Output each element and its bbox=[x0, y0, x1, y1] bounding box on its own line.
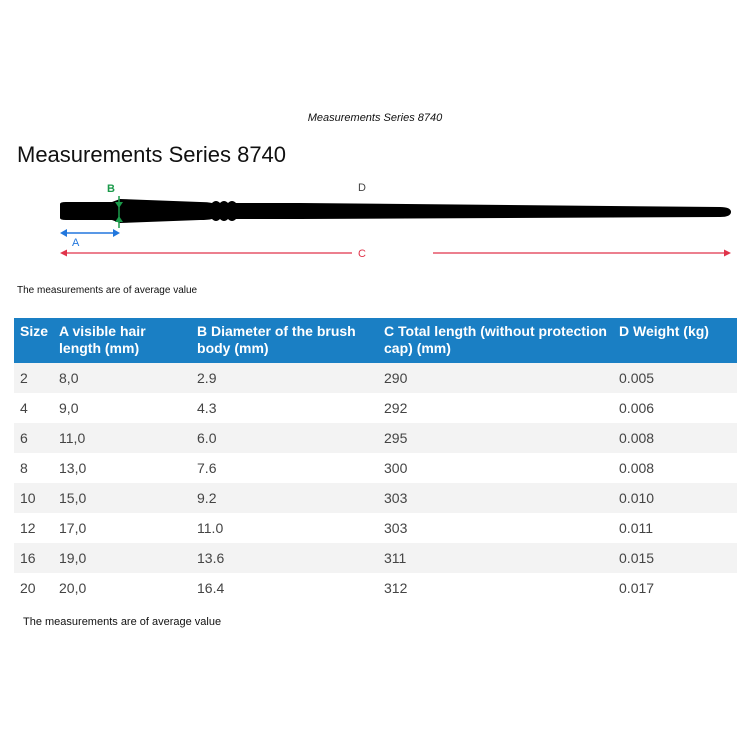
a-arrow-left bbox=[60, 229, 67, 237]
label-b: B bbox=[107, 183, 115, 195]
cell-diameter: 16.4 bbox=[191, 573, 378, 603]
measurements-table bbox=[14, 318, 737, 603]
cell-size: 12 bbox=[14, 513, 53, 543]
cell-size: 4 bbox=[14, 393, 53, 423]
note-bottom: The measurements are of average value bbox=[23, 616, 222, 628]
cell-size: 2 bbox=[14, 363, 53, 393]
cell-hair-length: 20,0 bbox=[53, 573, 191, 603]
cell-weight: 0.006 bbox=[613, 393, 737, 423]
cell-size: 20 bbox=[14, 573, 53, 603]
label-a: A bbox=[72, 237, 80, 249]
table-row bbox=[14, 453, 737, 483]
cell-diameter: 9.2 bbox=[191, 483, 378, 513]
cell-hair-length: 13,0 bbox=[53, 453, 191, 483]
cell-size: 10 bbox=[14, 483, 53, 513]
c-arrow-right bbox=[724, 250, 731, 257]
header-hair-length: A visible hair length (mm) bbox=[53, 318, 191, 363]
cell-total-length: 292 bbox=[378, 393, 613, 423]
cell-size: 8 bbox=[14, 453, 53, 483]
cell-total-length: 295 bbox=[378, 423, 613, 453]
cell-hair-length: 19,0 bbox=[53, 543, 191, 573]
header-size: Size bbox=[14, 318, 53, 363]
cell-weight: 0.011 bbox=[613, 513, 737, 543]
label-c: C bbox=[358, 248, 366, 260]
cell-size: 6 bbox=[14, 423, 53, 453]
header-diameter: B Diameter of the brush body (mm) bbox=[191, 318, 378, 363]
cell-total-length: 303 bbox=[378, 513, 613, 543]
note-top: The measurements are of average value bbox=[17, 285, 198, 296]
cell-weight: 0.010 bbox=[613, 483, 737, 513]
cell-weight: 0.008 bbox=[613, 453, 737, 483]
table-row bbox=[14, 363, 737, 393]
table-row bbox=[14, 573, 737, 603]
header-total-length: C Total length (without protection cap) (mm) bbox=[378, 318, 613, 363]
brush-shape bbox=[60, 199, 731, 223]
cell-total-length: 311 bbox=[378, 543, 613, 573]
cell-total-length: 290 bbox=[378, 363, 613, 393]
cell-hair-length: 8,0 bbox=[53, 363, 191, 393]
cell-diameter: 7.6 bbox=[191, 453, 378, 483]
label-d: D bbox=[358, 182, 366, 194]
a-arrow-right bbox=[113, 229, 120, 237]
table-header-row bbox=[14, 318, 737, 363]
table-row bbox=[14, 393, 737, 423]
cell-diameter: 2.9 bbox=[191, 363, 378, 393]
brush-diagram bbox=[0, 176, 750, 266]
c-arrow-left bbox=[60, 250, 67, 257]
cell-hair-length: 9,0 bbox=[53, 393, 191, 423]
cell-total-length: 303 bbox=[378, 483, 613, 513]
cell-weight: 0.005 bbox=[613, 363, 737, 393]
cell-weight: 0.015 bbox=[613, 543, 737, 573]
table-row bbox=[14, 513, 737, 543]
cell-weight: 0.008 bbox=[613, 423, 737, 453]
cell-hair-length: 17,0 bbox=[53, 513, 191, 543]
page-title: Measurements Series 8740 bbox=[17, 142, 287, 167]
cell-weight: 0.017 bbox=[613, 573, 737, 603]
caption: Measurements Series 8740 bbox=[307, 112, 443, 124]
cell-diameter: 4.3 bbox=[191, 393, 378, 423]
cell-diameter: 6.0 bbox=[191, 423, 378, 453]
cell-hair-length: 15,0 bbox=[53, 483, 191, 513]
table-row bbox=[14, 423, 737, 453]
cell-total-length: 300 bbox=[378, 453, 613, 483]
table-row bbox=[14, 483, 737, 513]
header-weight: D Weight (kg) bbox=[613, 318, 737, 363]
table-row bbox=[14, 543, 737, 573]
cell-diameter: 11.0 bbox=[191, 513, 378, 543]
cell-hair-length: 11,0 bbox=[53, 423, 191, 453]
cell-total-length: 312 bbox=[378, 573, 613, 603]
cell-size: 16 bbox=[14, 543, 53, 573]
cell-diameter: 13.6 bbox=[191, 543, 378, 573]
